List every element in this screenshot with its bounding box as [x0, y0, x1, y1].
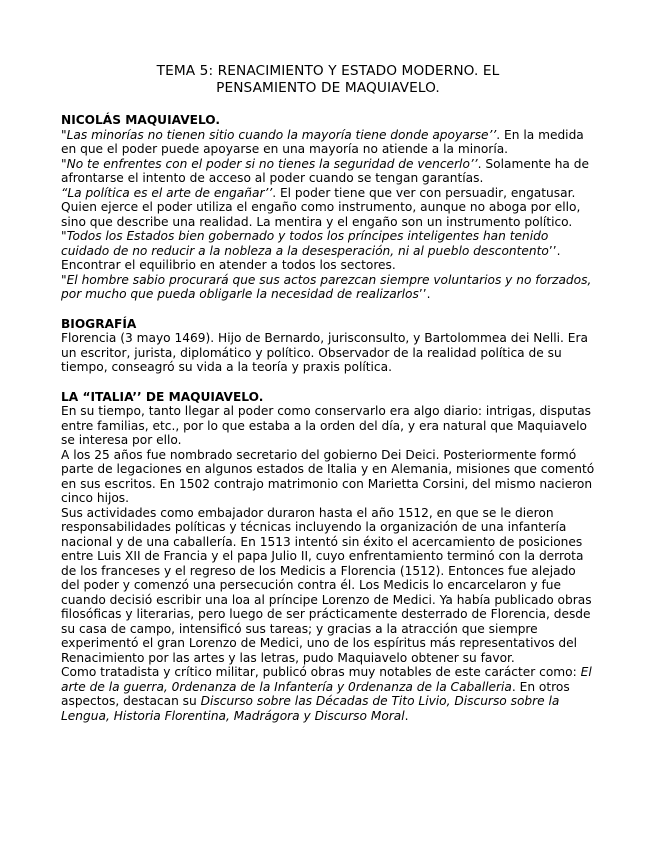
section-heading: LA “ITALIA’’ DE MAQUIAVELO. — [61, 389, 264, 404]
title-line-2: PENSAMIENTO DE MAQUIAVELO. — [216, 80, 440, 96]
title-line-1: TEMA 5: RENACIMIENTO Y ESTADO MODERNO. EL — [156, 63, 500, 79]
quote-text: “La política es el arte de engañar’’ — [61, 185, 273, 200]
section-biografia — [61, 317, 595, 375]
document-title — [61, 63, 595, 97]
section-italia — [61, 390, 595, 724]
quote-text: Todos los Estados bien gobernado y todos los príncipes inteligentes han tenido cuidado de no reducir a la nobleza a la desesperación, ni al pueblo descontento — [61, 229, 549, 258]
document-page — [61, 63, 595, 738]
work-titles: Discurso sobre las Décadas de Tito Livio, Discurso sobre la Lengua, Historia Florentina, Madrágora y Discurso Moral — [61, 694, 560, 723]
paragraph: Como tratadista y crítico militar, publicó obras muy notables de este carácter como: El arte de la guerra, 0rdenanza de la Infantería y 0rdenanza de la Caballeria. En otros aspectos, destacan su Discurso sobre las Décadas de Tito Livio, Discurso sobre la Lengua, Historia Florentina, Madrágora y Discurso Moral. — [61, 665, 592, 723]
quote-text: Las minorías no tienen sitio cuando la mayoría tiene donde apoyarse’’ — [66, 127, 497, 142]
paragraph: Sus actividades como embajador duraron hasta el año 1512, en que se le dieron responsabilidades políticas y técnicas incluyendo la organización de una infantería nacional y de una caballería. En 1513 intentó sin éxito el acercamiento de posiciones entre Luis XII de Francia y el papa Julio II, cuyo enfrentamiento terminó con la derrota de los franceses y el regreso de los Medicis a Florencia (1512). Entonces fue alejado del poder y comenzó una persecución contra él. Los Medicis lo encarcelaron y fue cuando decisió escribir una loa al príncipe Lorenzo de Medici. Ya había publicado obras filosóficas y literarias, pero luego de ser prácticamente desterrado de Florencia, desde su casa de campo, intensificó sus tareas; y gracias a la atracción que siempre experimentó el gran Lorenzo de Medici, uno de los espíritus más representativos del Renacimiento por las artes y las letras, pudo Maquiavelo obtener su favor. — [61, 505, 592, 665]
quote-paragraph: "Las minorías no tienen sitio cuando la mayoría tiene donde apoyarse’’. En la medida en que el poder puede apoyarse en una mayoría no atiende a la minoría. — [61, 127, 584, 156]
paragraph: Florencia (3 mayo 1469). Hijo de Bernardo, jurisconsulto, y Bartolommea dei Nelli. Era un escritor, jurista, diplomático y político. Observador de la realidad política de su tiempo, conseagró su vida a la teoría y praxis política. — [61, 331, 588, 374]
paragraph: En su tiempo, tanto llegar al poder como conservarlo era algo diario: intrigas, disputas entre familias, etc., por lo que estaba a la orden del día, y era natural que Maquiavelo se interesa por ello. — [61, 404, 592, 447]
quote-paragraph: “La política es el arte de engañar’’. El poder tiene que ver con persuadir, engatusar. Quien ejerce el poder utiliza el engaño como instrumento, aunque no aboga por ello, sino que describe una realidad. La mentira y el engaño son un instrumento político. — [61, 185, 581, 229]
section-maquiavelo — [61, 113, 595, 302]
quote-paragraph: "No te enfrentes con el poder si no tienes la seguridad de vencerlo’’. Solamente ha de afrontarse el intento de acceso al poder cuando se tengan garantías. — [61, 156, 589, 185]
section-heading: NICOLÁS MAQUIAVELO. — [61, 113, 221, 127]
quote-paragraph: "Todos los Estados bien gobernado y todos los príncipes inteligentes han tenido cuidado de no reducir a la nobleza a la desesperación, ni al pueblo descontento’’. Encontrar el equilibrio en atender a todos los sectores. — [61, 229, 561, 272]
quote-paragraph: "El hombre sabio procurará que sus actos parezcan siempre voluntarios y no forzados, por mucho que pueda obligarle la necesidad de realizarlos’’. — [61, 272, 592, 301]
paragraph: A los 25 años fue nombrado secretario del gobierno Dei Deici. Posteriormente formó parte de legaciones en algunos estados de Italia y en Alemania, misiones que comentó en sus escritos. En 1502 contrajo matrimonio con Marietta Corsini, del mismo nacieron cinco hijos. — [61, 447, 595, 505]
quote-text: El hombre sabio procurará que sus actos parezcan siempre voluntarios y no forzados, por mucho que pueda obligarle la necesidad de realizarlos — [61, 272, 592, 301]
work-titles: El arte de la guerra, 0rdenanza de la Infantería y 0rdenanza de la Caballeria — [61, 665, 592, 694]
quote-text: No te enfrentes con el poder si no tienes la seguridad de vencerlo’’ — [66, 156, 478, 171]
section-heading: BIOGRAFÍA — [61, 316, 137, 331]
